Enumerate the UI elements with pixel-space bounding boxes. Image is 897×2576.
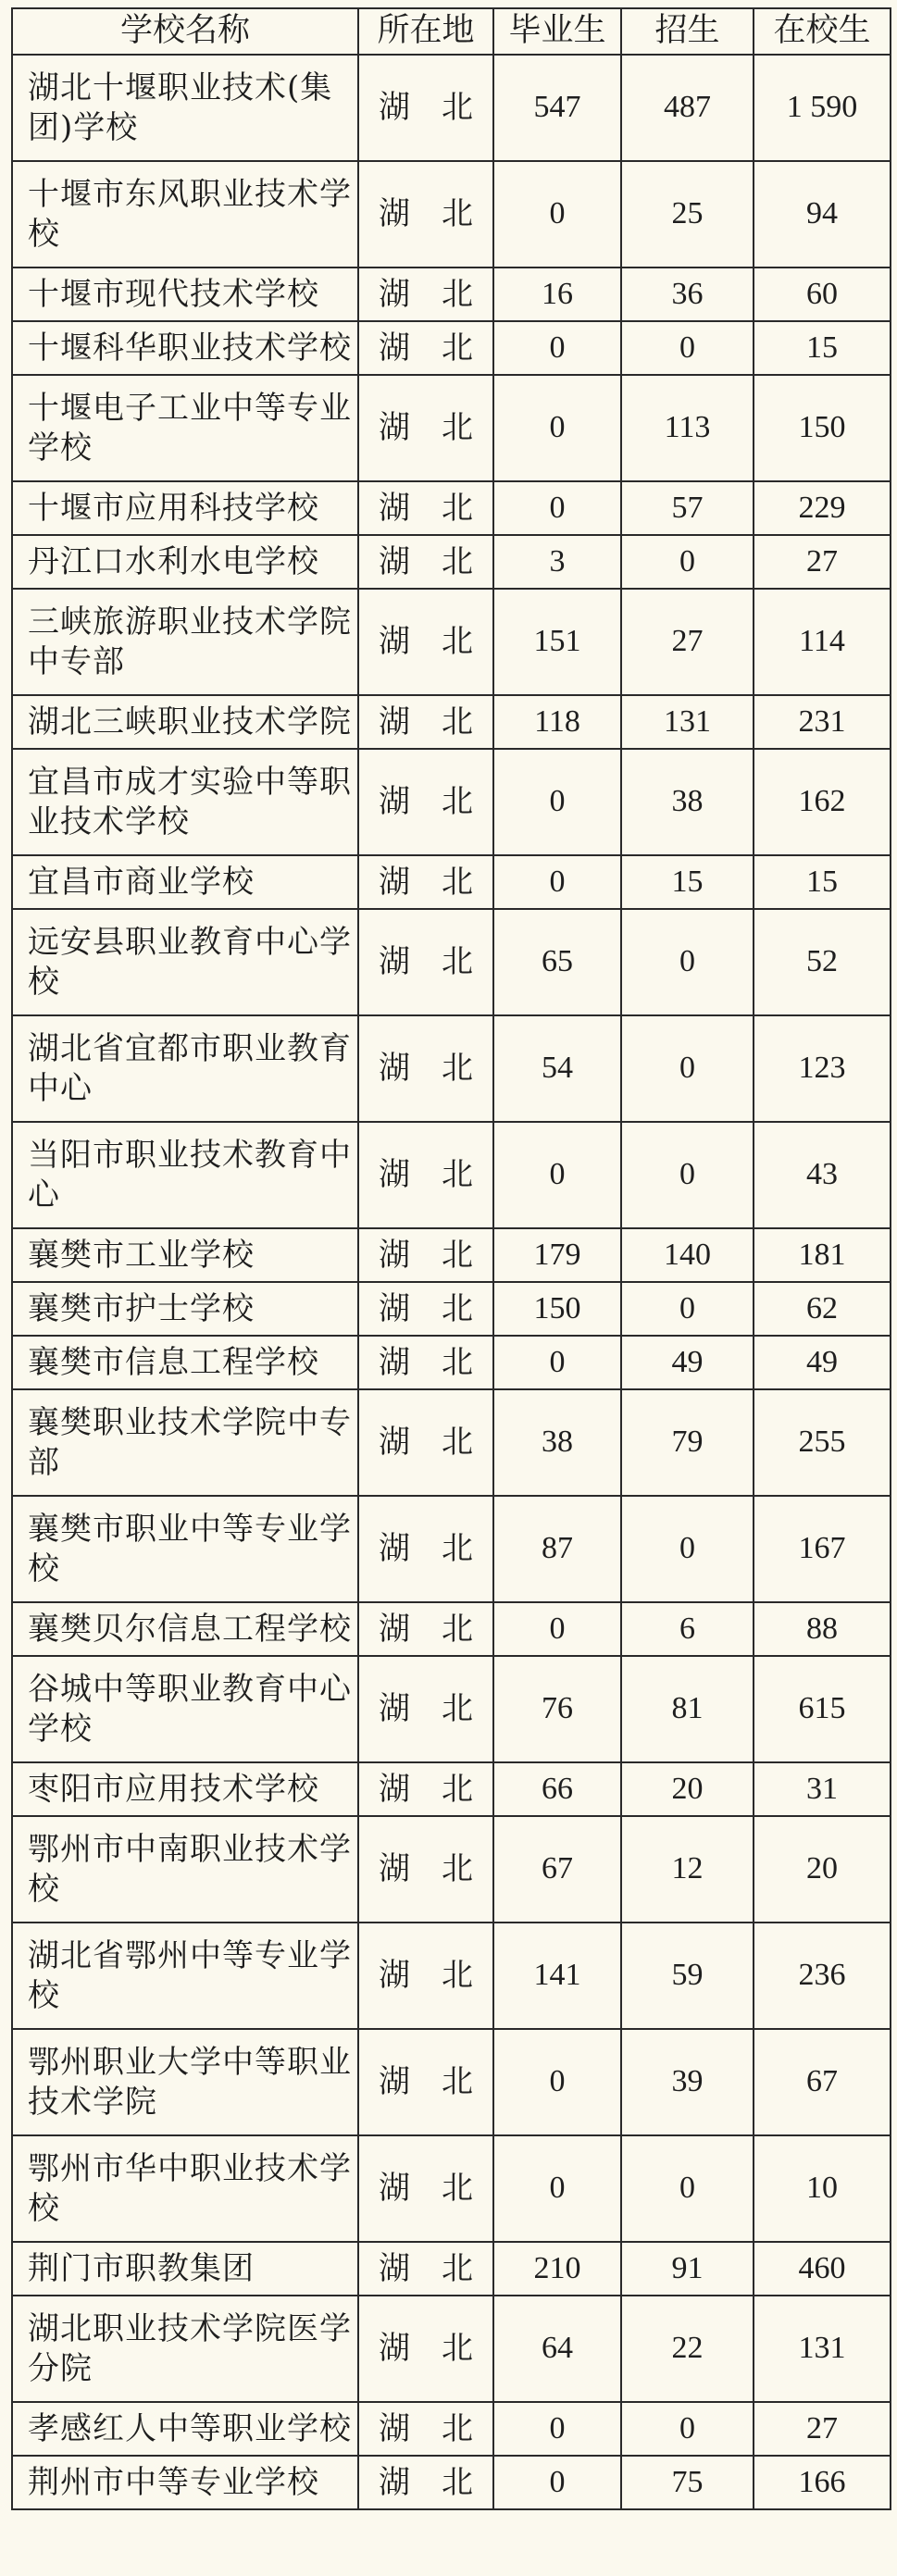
location-cell: 湖 北	[358, 749, 493, 855]
table-row	[12, 695, 891, 749]
enrolled-cell: 0	[621, 321, 754, 375]
location-cell: 湖 北	[358, 2296, 493, 2402]
enrolled-cell: 0	[621, 1015, 754, 1122]
enrolled-cell: 75	[621, 2456, 754, 2509]
location-cell: 湖 北	[358, 375, 493, 481]
students-cell: 236	[754, 1923, 891, 2029]
graduates-cell: 151	[493, 589, 621, 695]
graduates-cell: 141	[493, 1923, 621, 2029]
enrolled-cell: 36	[621, 268, 754, 321]
enrolled-cell: 27	[621, 589, 754, 695]
enrolled-cell: 0	[621, 1282, 754, 1336]
school-name-cell: 宜昌市成才实验中等职业技术学校	[12, 749, 358, 855]
enrolled-cell: 25	[621, 161, 754, 268]
students-cell: 114	[754, 589, 891, 695]
table-body	[12, 55, 891, 2509]
enrolled-cell: 0	[621, 2402, 754, 2456]
header-school-name: 学校名称	[12, 8, 358, 55]
school-name-cell: 襄樊职业技术学院中专部	[12, 1389, 358, 1496]
graduates-cell: 547	[493, 55, 621, 161]
enrolled-cell: 140	[621, 1228, 754, 1282]
table-row	[12, 481, 891, 535]
enrolled-cell: 12	[621, 1816, 754, 1923]
graduates-cell: 179	[493, 1228, 621, 1282]
school-name-cell: 湖北省宜都市职业教育中心	[12, 1015, 358, 1122]
students-cell: 43	[754, 1122, 891, 1228]
graduates-cell: 0	[493, 375, 621, 481]
table-row	[12, 321, 891, 375]
school-name-cell: 十堰电子工业中等专业学校	[12, 375, 358, 481]
students-cell: 229	[754, 481, 891, 535]
graduates-cell: 38	[493, 1389, 621, 1496]
location-cell: 湖 北	[358, 1122, 493, 1228]
header-enrolled: 招生	[621, 8, 754, 55]
students-cell: 460	[754, 2242, 891, 2296]
enrolled-cell: 0	[621, 1496, 754, 1602]
enrolled-cell: 79	[621, 1389, 754, 1496]
graduates-cell: 16	[493, 268, 621, 321]
table-row	[12, 55, 891, 161]
students-cell: 15	[754, 321, 891, 375]
school-name-cell: 谷城中等职业教育中心学校	[12, 1656, 358, 1762]
location-cell: 湖 北	[358, 1602, 493, 1656]
school-name-cell: 湖北职业技术学院医学分院	[12, 2296, 358, 2402]
school-name-cell: 湖北十堰职业技术(集团)学校	[12, 55, 358, 161]
enrolled-cell: 38	[621, 749, 754, 855]
table-row	[12, 268, 891, 321]
enrolled-cell: 0	[621, 535, 754, 589]
table-row	[12, 909, 891, 1015]
enrolled-cell: 15	[621, 855, 754, 909]
graduates-cell: 0	[493, 1602, 621, 1656]
graduates-cell: 210	[493, 2242, 621, 2296]
school-name-cell: 十堰市应用科技学校	[12, 481, 358, 535]
school-name-cell: 湖北省鄂州中等专业学校	[12, 1923, 358, 2029]
graduates-cell: 67	[493, 1816, 621, 1923]
location-cell: 湖 北	[358, 161, 493, 268]
header-graduates: 毕业生	[493, 8, 621, 55]
school-name-cell: 当阳市职业技术教育中心	[12, 1122, 358, 1228]
table-row	[12, 1336, 891, 1389]
location-cell: 湖 北	[358, 589, 493, 695]
location-cell: 湖 北	[358, 1282, 493, 1336]
location-cell: 湖 北	[358, 2135, 493, 2242]
students-cell: 15	[754, 855, 891, 909]
location-cell: 湖 北	[358, 268, 493, 321]
location-cell: 湖 北	[358, 2456, 493, 2509]
location-cell: 湖 北	[358, 481, 493, 535]
graduates-cell: 3	[493, 535, 621, 589]
students-cell: 88	[754, 1602, 891, 1656]
students-cell: 20	[754, 1816, 891, 1923]
graduates-cell: 76	[493, 1656, 621, 1762]
table-row	[12, 2296, 891, 2402]
school-name-cell: 湖北三峡职业技术学院	[12, 695, 358, 749]
table-row	[12, 1282, 891, 1336]
enrolled-cell: 20	[621, 1762, 754, 1816]
enrolled-cell: 22	[621, 2296, 754, 2402]
location-cell: 湖 北	[358, 1923, 493, 2029]
table-row	[12, 1762, 891, 1816]
students-cell: 123	[754, 1015, 891, 1122]
header-students: 在校生	[754, 8, 891, 55]
enrolled-cell: 0	[621, 909, 754, 1015]
header-location: 所在地	[358, 8, 493, 55]
location-cell: 湖 北	[358, 535, 493, 589]
students-cell: 150	[754, 375, 891, 481]
location-cell: 湖 北	[358, 2402, 493, 2456]
school-name-cell: 宜昌市商业学校	[12, 855, 358, 909]
graduates-cell: 0	[493, 1122, 621, 1228]
students-cell: 255	[754, 1389, 891, 1496]
graduates-cell: 150	[493, 1282, 621, 1336]
students-cell: 49	[754, 1336, 891, 1389]
location-cell: 湖 北	[358, 2242, 493, 2296]
enrolled-cell: 131	[621, 695, 754, 749]
location-cell: 湖 北	[358, 695, 493, 749]
school-name-cell: 十堰市东风职业技术学校	[12, 161, 358, 268]
location-cell: 湖 北	[358, 1816, 493, 1923]
students-cell: 67	[754, 2029, 891, 2135]
enrolled-cell: 57	[621, 481, 754, 535]
table-row	[12, 1228, 891, 1282]
graduates-cell: 54	[493, 1015, 621, 1122]
location-cell: 湖 北	[358, 855, 493, 909]
students-cell: 166	[754, 2456, 891, 2509]
location-cell: 湖 北	[358, 321, 493, 375]
school-name-cell: 十堰市现代技术学校	[12, 268, 358, 321]
table-row	[12, 1816, 891, 1923]
students-cell: 131	[754, 2296, 891, 2402]
graduates-cell: 66	[493, 1762, 621, 1816]
school-name-cell: 襄樊市护士学校	[12, 1282, 358, 1336]
table-row	[12, 1656, 891, 1762]
table-row	[12, 749, 891, 855]
students-cell: 31	[754, 1762, 891, 1816]
graduates-cell: 65	[493, 909, 621, 1015]
graduates-cell: 64	[493, 2296, 621, 2402]
location-cell: 湖 北	[358, 1762, 493, 1816]
school-name-cell: 鄂州职业大学中等职业技术学院	[12, 2029, 358, 2135]
table-row	[12, 1602, 891, 1656]
table-row	[12, 2135, 891, 2242]
students-cell: 27	[754, 535, 891, 589]
school-name-cell: 荆门市职教集团	[12, 2242, 358, 2296]
location-cell: 湖 北	[358, 1336, 493, 1389]
enrolled-cell: 49	[621, 1336, 754, 1389]
graduates-cell: 0	[493, 2135, 621, 2242]
table-row	[12, 1923, 891, 2029]
enrolled-cell: 487	[621, 55, 754, 161]
school-name-cell: 襄樊贝尔信息工程学校	[12, 1602, 358, 1656]
school-name-cell: 鄂州市华中职业技术学校	[12, 2135, 358, 2242]
table-row	[12, 535, 891, 589]
location-cell: 湖 北	[358, 1389, 493, 1496]
graduates-cell: 118	[493, 695, 621, 749]
school-name-cell: 三峡旅游职业技术学院中专部	[12, 589, 358, 695]
graduates-cell: 0	[493, 855, 621, 909]
location-cell: 湖 北	[358, 2029, 493, 2135]
table-row	[12, 1496, 891, 1602]
students-cell: 1 590	[754, 55, 891, 161]
students-cell: 231	[754, 695, 891, 749]
table-row	[12, 1389, 891, 1496]
location-cell: 湖 北	[358, 1015, 493, 1122]
enrolled-cell: 6	[621, 1602, 754, 1656]
graduates-cell: 0	[493, 1336, 621, 1389]
table-row	[12, 2029, 891, 2135]
students-cell: 162	[754, 749, 891, 855]
school-name-cell: 襄樊市职业中等专业学校	[12, 1496, 358, 1602]
students-cell: 62	[754, 1282, 891, 1336]
students-cell: 27	[754, 2402, 891, 2456]
location-cell: 湖 北	[358, 909, 493, 1015]
school-name-cell: 荆州市中等专业学校	[12, 2456, 358, 2509]
location-cell: 湖 北	[358, 55, 493, 161]
school-name-cell: 鄂州市中南职业技术学校	[12, 1816, 358, 1923]
students-cell: 60	[754, 268, 891, 321]
enrolled-cell: 113	[621, 375, 754, 481]
school-name-cell: 孝感红人中等职业学校	[12, 2402, 358, 2456]
location-cell: 湖 北	[358, 1228, 493, 1282]
graduates-cell: 0	[493, 481, 621, 535]
enrolled-cell: 91	[621, 2242, 754, 2296]
table-row	[12, 2402, 891, 2456]
enrolled-cell: 59	[621, 1923, 754, 2029]
school-name-cell: 枣阳市应用技术学校	[12, 1762, 358, 1816]
table-row	[12, 1122, 891, 1228]
students-cell: 94	[754, 161, 891, 268]
students-cell: 167	[754, 1496, 891, 1602]
graduates-cell: 0	[493, 2402, 621, 2456]
school-name-cell: 襄樊市信息工程学校	[12, 1336, 358, 1389]
school-name-cell: 襄樊市工业学校	[12, 1228, 358, 1282]
location-cell: 湖 北	[358, 1496, 493, 1602]
table-row	[12, 589, 891, 695]
table-row	[12, 2242, 891, 2296]
students-cell: 52	[754, 909, 891, 1015]
students-cell: 181	[754, 1228, 891, 1282]
table-row	[12, 375, 891, 481]
school-name-cell: 丹江口水利水电学校	[12, 535, 358, 589]
location-cell: 湖 北	[358, 1656, 493, 1762]
enrolled-cell: 39	[621, 2029, 754, 2135]
graduates-cell: 0	[493, 2029, 621, 2135]
graduates-cell: 0	[493, 749, 621, 855]
graduates-cell: 0	[493, 321, 621, 375]
enrolled-cell: 81	[621, 1656, 754, 1762]
enrolled-cell: 0	[621, 1122, 754, 1228]
students-cell: 10	[754, 2135, 891, 2242]
school-name-cell: 远安县职业教育中心学校	[12, 909, 358, 1015]
graduates-cell: 87	[493, 1496, 621, 1602]
table-row	[12, 161, 891, 268]
graduates-cell: 0	[493, 2456, 621, 2509]
school-name-cell: 十堰科华职业技术学校	[12, 321, 358, 375]
graduates-cell: 0	[493, 161, 621, 268]
header-row	[12, 8, 891, 55]
students-cell: 615	[754, 1656, 891, 1762]
table-row	[12, 2456, 891, 2509]
table-row	[12, 855, 891, 909]
school-statistics-table	[11, 7, 891, 2510]
table-header	[12, 8, 891, 55]
table-row	[12, 1015, 891, 1122]
enrolled-cell: 0	[621, 2135, 754, 2242]
